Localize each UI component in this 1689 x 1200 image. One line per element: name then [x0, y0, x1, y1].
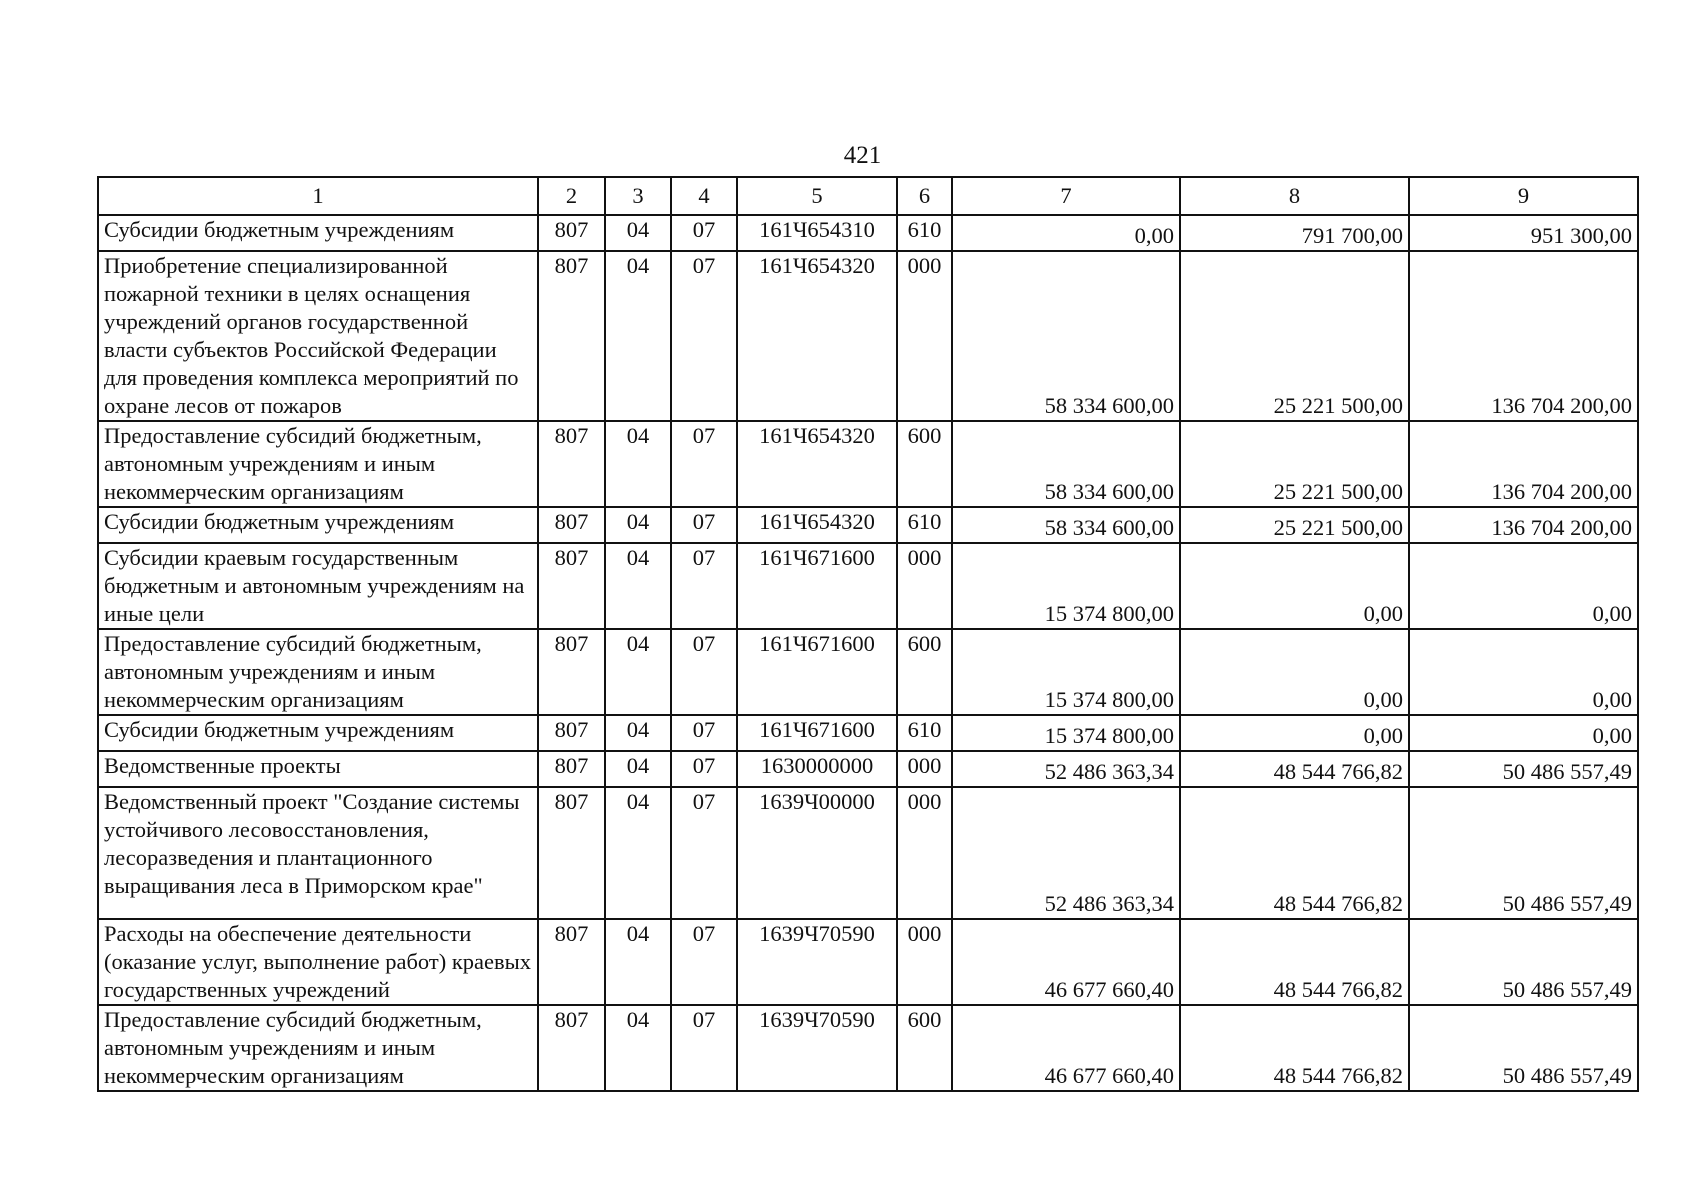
row-subsection-code: 07	[671, 715, 737, 751]
table-header	[98, 177, 1638, 215]
row-expense-type: 610	[897, 715, 952, 751]
row-amount-col-8: 48 544 766,82	[1180, 751, 1409, 787]
row-expense-type: 000	[897, 919, 952, 1005]
row-target-article: 161Ч671600	[737, 543, 897, 629]
row-admin-code: 807	[538, 751, 605, 787]
header-col-1: 1	[98, 177, 538, 215]
row-name: Субсидии краевым государственным бюджетным и автономным учреждениям на иные цели	[98, 543, 538, 629]
row-expense-type: 000	[897, 543, 952, 629]
table-row	[98, 421, 1638, 507]
row-amount-col-8: 48 544 766,82	[1180, 787, 1409, 919]
table-row	[98, 751, 1638, 787]
row-subsection-code: 07	[671, 1005, 737, 1091]
header-col-3: 3	[605, 177, 671, 215]
table-row	[98, 543, 1638, 629]
row-section-code: 04	[605, 507, 671, 543]
row-amount-col-7: 46 677 660,40	[952, 1005, 1180, 1091]
row-target-article: 1639Ч70590	[737, 919, 897, 1005]
row-name: Ведомственные проекты	[98, 751, 538, 787]
row-name: Приобретение специализированной пожарной техники в целях оснащения учреждений органов государственной власти субъектов Российской Федерации для проведения комплекса мероприятий по охране лесов от пожаров	[98, 251, 538, 421]
row-target-article: 161Ч654320	[737, 251, 897, 421]
row-admin-code: 807	[538, 251, 605, 421]
row-subsection-code: 07	[671, 507, 737, 543]
row-amount-col-8: 25 221 500,00	[1180, 421, 1409, 507]
row-amount-col-9: 136 704 200,00	[1409, 251, 1638, 421]
row-amount-col-9: 50 486 557,49	[1409, 751, 1638, 787]
row-admin-code: 807	[538, 1005, 605, 1091]
page-number: 421	[843, 142, 882, 169]
row-amount-col-7: 15 374 800,00	[952, 715, 1180, 751]
header-col-8: 8	[1180, 177, 1409, 215]
row-name: Предоставление субсидий бюджетным, автономным учреждениям и иным некоммерческим организациям	[98, 1005, 538, 1091]
row-admin-code: 807	[538, 919, 605, 1005]
row-section-code: 04	[605, 787, 671, 919]
row-subsection-code: 07	[671, 751, 737, 787]
row-section-code: 04	[605, 1005, 671, 1091]
row-amount-col-9: 0,00	[1409, 543, 1638, 629]
row-amount-col-7: 58 334 600,00	[952, 507, 1180, 543]
row-admin-code: 807	[538, 787, 605, 919]
row-target-article: 161Ч671600	[737, 629, 897, 715]
row-amount-col-9: 136 704 200,00	[1409, 507, 1638, 543]
row-amount-col-8: 25 221 500,00	[1180, 251, 1409, 421]
row-expense-type: 000	[897, 751, 952, 787]
row-amount-col-8: 791 700,00	[1180, 215, 1409, 251]
row-name: Ведомственный проект "Создание системы устойчивого лесовосстановления, лесоразведения и плантационного выращивания леса в Приморском крае"	[98, 787, 538, 919]
row-subsection-code: 07	[671, 629, 737, 715]
table-body	[98, 215, 1638, 1091]
row-section-code: 04	[605, 629, 671, 715]
row-section-code: 04	[605, 251, 671, 421]
table-row	[98, 215, 1638, 251]
row-expense-type: 000	[897, 251, 952, 421]
row-amount-col-7: 52 486 363,34	[952, 751, 1180, 787]
row-name: Субсидии бюджетным учреждениям	[98, 507, 538, 543]
row-section-code: 04	[605, 715, 671, 751]
row-name: Предоставление субсидий бюджетным, автономным учреждениям и иным некоммерческим организациям	[98, 629, 538, 715]
row-subsection-code: 07	[671, 919, 737, 1005]
row-admin-code: 807	[538, 715, 605, 751]
header-col-7: 7	[952, 177, 1180, 215]
row-subsection-code: 07	[671, 215, 737, 251]
row-amount-col-8: 48 544 766,82	[1180, 919, 1409, 1005]
table-row	[98, 787, 1638, 919]
budget-table	[97, 176, 1639, 1092]
row-section-code: 04	[605, 751, 671, 787]
header-col-4: 4	[671, 177, 737, 215]
table-row	[98, 251, 1638, 421]
table-row	[98, 1005, 1638, 1091]
table-row	[98, 715, 1638, 751]
row-name: Субсидии бюджетным учреждениям	[98, 215, 538, 251]
row-section-code: 04	[605, 543, 671, 629]
row-amount-col-7: 46 677 660,40	[952, 919, 1180, 1005]
row-amount-col-7: 0,00	[952, 215, 1180, 251]
row-amount-col-8: 0,00	[1180, 715, 1409, 751]
row-amount-col-9: 0,00	[1409, 629, 1638, 715]
row-expense-type: 600	[897, 421, 952, 507]
row-target-article: 1630000000	[737, 751, 897, 787]
header-col-6: 6	[897, 177, 952, 215]
row-expense-type: 000	[897, 787, 952, 919]
header-row	[98, 177, 1638, 215]
row-amount-col-7: 58 334 600,00	[952, 421, 1180, 507]
row-amount-col-7: 58 334 600,00	[952, 251, 1180, 421]
header-col-2: 2	[538, 177, 605, 215]
row-admin-code: 807	[538, 629, 605, 715]
row-amount-col-9: 50 486 557,49	[1409, 787, 1638, 919]
table-row	[98, 507, 1638, 543]
row-target-article: 161Ч671600	[737, 715, 897, 751]
row-amount-col-9: 0,00	[1409, 715, 1638, 751]
table-row	[98, 919, 1638, 1005]
row-amount-col-8: 0,00	[1180, 629, 1409, 715]
row-amount-col-8: 25 221 500,00	[1180, 507, 1409, 543]
row-target-article: 161Ч654310	[737, 215, 897, 251]
row-admin-code: 807	[538, 507, 605, 543]
row-amount-col-7: 52 486 363,34	[952, 787, 1180, 919]
row-subsection-code: 07	[671, 251, 737, 421]
table-row	[98, 629, 1638, 715]
row-section-code: 04	[605, 919, 671, 1005]
row-target-article: 161Ч654320	[737, 507, 897, 543]
row-section-code: 04	[605, 421, 671, 507]
row-amount-col-9: 951 300,00	[1409, 215, 1638, 251]
row-subsection-code: 07	[671, 421, 737, 507]
row-amount-col-9: 50 486 557,49	[1409, 919, 1638, 1005]
row-expense-type: 600	[897, 1005, 952, 1091]
row-target-article: 1639Ч70590	[737, 1005, 897, 1091]
row-target-article: 161Ч654320	[737, 421, 897, 507]
row-admin-code: 807	[538, 215, 605, 251]
row-admin-code: 807	[538, 543, 605, 629]
row-name: Расходы на обеспечение деятельности (оказание услуг, выполнение работ) краевых государственных учреждений	[98, 919, 538, 1005]
row-section-code: 04	[605, 215, 671, 251]
row-expense-type: 610	[897, 215, 952, 251]
row-subsection-code: 07	[671, 787, 737, 919]
row-amount-col-7: 15 374 800,00	[952, 543, 1180, 629]
header-col-9: 9	[1409, 177, 1638, 215]
row-name: Предоставление субсидий бюджетным, автономным учреждениям и иным некоммерческим организациям	[98, 421, 538, 507]
row-expense-type: 610	[897, 507, 952, 543]
row-amount-col-9: 136 704 200,00	[1409, 421, 1638, 507]
row-name: Субсидии бюджетным учреждениям	[98, 715, 538, 751]
row-amount-col-9: 50 486 557,49	[1409, 1005, 1638, 1091]
header-col-5: 5	[737, 177, 897, 215]
row-amount-col-7: 15 374 800,00	[952, 629, 1180, 715]
row-admin-code: 807	[538, 421, 605, 507]
row-expense-type: 600	[897, 629, 952, 715]
row-amount-col-8: 48 544 766,82	[1180, 1005, 1409, 1091]
row-subsection-code: 07	[671, 543, 737, 629]
row-amount-col-8: 0,00	[1180, 543, 1409, 629]
row-target-article: 1639Ч00000	[737, 787, 897, 919]
